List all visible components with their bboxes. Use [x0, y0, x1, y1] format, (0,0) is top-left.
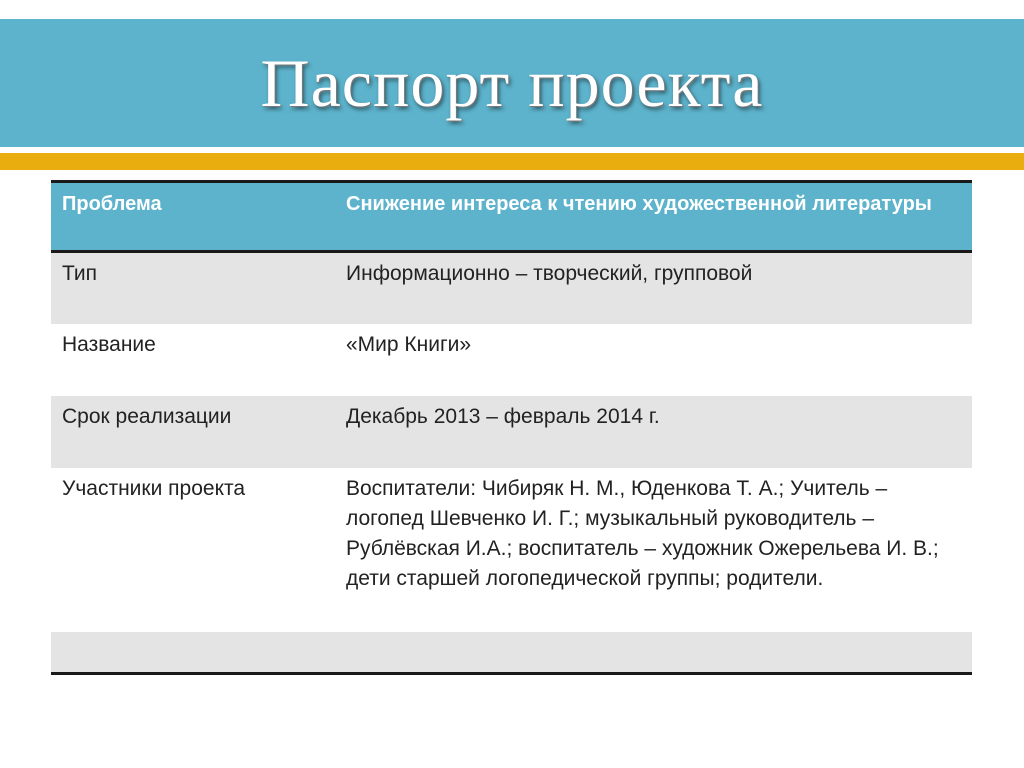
row-label-cell [51, 632, 336, 672]
header-value-cell: Снижение интереса к чтению художественной литературы [346, 193, 932, 215]
row-value-cell: «Мир Книги» [346, 333, 472, 356]
table-row-participants [51, 468, 972, 632]
table-row-name [51, 324, 972, 396]
row-value-cell: Информационно – творческий, групповой [346, 262, 753, 285]
header-label-cell: Проблема [62, 193, 162, 215]
row-label-cell: Название [62, 333, 156, 356]
row-value-cell: Декабрь 2013 – февраль 2014 г. [346, 405, 660, 428]
table-row-empty [51, 632, 972, 672]
row-value-cell [336, 632, 972, 672]
row-value-cell: Воспитатели: Чибиряк Н. М., Юденкова Т. А.; Учитель – логопед Шевченко И. Г.; музыкальный руководитель – Рублёвская И.А.; воспитатель – художник Ожерельева И. В.; дети старшей логопедической группы; родители. [346, 477, 939, 590]
slide-title: Паспорт проекта [260, 44, 764, 121]
accent-stripe [0, 153, 1024, 170]
title-banner [0, 19, 1024, 147]
row-label-cell: Срок реализации [62, 405, 232, 428]
row-label-cell: Тип [62, 262, 98, 285]
project-passport-table [51, 180, 972, 675]
table-row-type [51, 253, 972, 324]
table-row-period [51, 396, 972, 468]
row-label-cell: Участники проекта [62, 477, 246, 500]
table-header-row [51, 183, 972, 253]
